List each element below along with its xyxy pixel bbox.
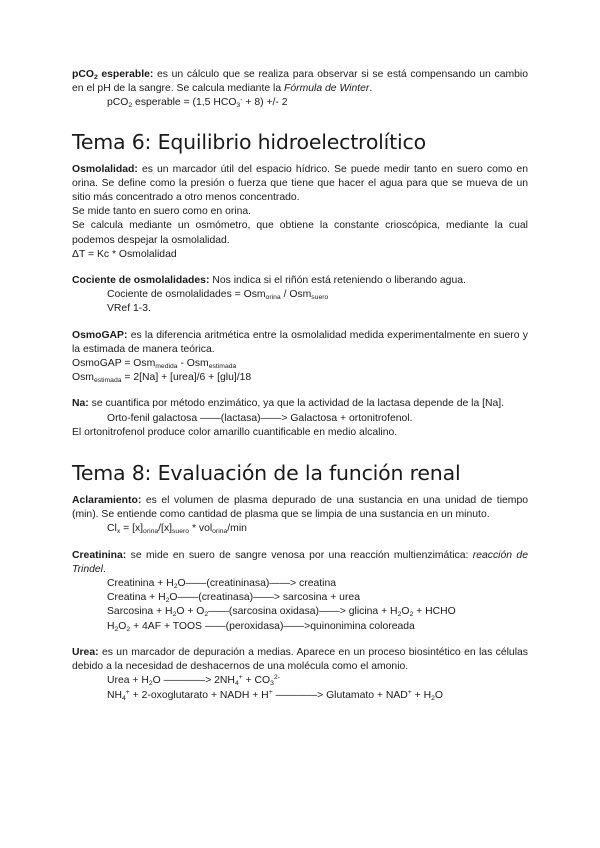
- urea-reaction-1: Urea + $H_2O$ ————> $2NH_4^+ + CO_3^{2-}$: [107, 674, 280, 688]
- urea-paragraph: Urea: es un marcador de depuración a medias. Aparece en un proceso biosintético en las células debido a la necesidad de deshacernos de una molécula como el amonio.: [72, 646, 528, 673]
- document-page: [72, 68, 528, 703]
- cociente-formula: Cociente de osmolalidades = Osm$_{orina}$ / Osm$_{suero}$: [107, 289, 329, 302]
- osmogap-paragraph: OsmoGAP: es la diferencia aritmética entre la osmolalidad medida experimentalmente en suero y la estimada de manera teórica.: [72, 329, 528, 355]
- osmolalidad-paragraph: Osmolalidad: es un marcador útil del espacio hídrico. Se puede medir tanto en suero como en orina. Se define como la presión o fuerza que tiene que hacer el agua para que se mueva de un sitio más concentrado a otro menos concentrado.: [72, 163, 528, 204]
- osmolalidad-line3: Se calcula mediante un osmómetro, que obtiene la constante crioscópica, mediante la cual podemos despejar la osmolalidad.: [72, 220, 528, 246]
- osmolalidad-line2: Se mide tanto en suero como en orina.: [72, 206, 252, 218]
- pco2-text: es un cálculo que se realiza para observar si se está compensando un cambio en el pH de la sangre. Se calcula mediante la: [72, 69, 528, 95]
- tema6-title: Tema 6: Equilibrio hidroelectrolítico: [72, 129, 426, 154]
- creatinina-reaction-2: Creatina + $H_2O——(creatinasa)——>$ sarcosina + urea: [107, 592, 360, 605]
- na-paragraph: Na: se cuantifica por método enzimático, ya que la actividad de la lactasa depende de la [Na].: [72, 398, 505, 410]
- creatinina-reaction-4: $H_2O_2 + 4AF$ + TOOS ——(peroxidasa)——>quinonimina coloreada: [107, 620, 415, 633]
- pco2-term: pCO$_2$ esperable:: [72, 69, 154, 81]
- aclaramiento-paragraph: Aclaramiento: es el volumen de plasma depurado de una sustancia en una unidad de tiempo (min). Se entiende como cantidad de plasma que se limpia de una sustancia en un minuto.: [72, 495, 528, 521]
- urea-reaction-2: $NH_4^+$ + 2-oxoglutarato + NADH + H+ ————> Glutamato + $NAD^+ + H_2O$: [107, 688, 444, 702]
- na-note: El ortonitrofenol produce color amarillo cuantificable en medio alcalino.: [72, 426, 398, 438]
- creatinina-paragraph: Creatinina: se mide en suero de sangre venosa por una reacción multienzimática: reacción de Trindel.: [72, 549, 528, 575]
- creatinina-reaction-3: Sarcosina + $H_2O$ + $O_2——(sarcosina$ oxidasa)——> glicina + $H_2O_2$ + HCHO: [107, 606, 456, 619]
- cociente-vref: VRef 1-3.: [107, 303, 151, 315]
- osm-estimada-formula: Osm$_{estimada}$ = 2[Na] + [urea]/6 + [glu]/18: [72, 372, 252, 385]
- pco2-paragraph: pCO$_2$ esperable: es un cálculo que se realiza para observar si se está compensando un cambio en el pH de la sangre. Se calcula mediante la Fórmula de Winter.: [72, 69, 528, 95]
- winter-formula-name: Fórmula de Winter: [284, 83, 370, 95]
- osmogap-formula: OsmoGAP = Osm$_{medida}$ - Osm$_{estimada}$: [72, 358, 237, 371]
- trindel-reaction-name: reacción de Trindel: [72, 549, 528, 575]
- aclaramiento-formula: $Cl_x = [x]_{orina}/[x]_{suero} * vol_{orina}/\min$: [107, 523, 247, 536]
- na-reaction: Orto-fenil galactosa ——(lactasa)——> Galactosa + ortonitrofenol.: [107, 412, 413, 424]
- osmolalidad-formula: ΔT = Kc * Osmolalidad: [72, 248, 177, 260]
- cociente-paragraph: Cociente de osmolalidades: Nos indica si el riñón está reteniendo o liberando agua.: [72, 275, 466, 287]
- creatinina-reaction-1: Creatinina + $H_2O——(creatininasa)——>$ creatina: [107, 578, 337, 591]
- tema8-title: Tema 8: Evaluación de la función renal: [72, 461, 461, 486]
- winter-formula: pCO$_2$ esperable = (1,5 $HCO_3^- + 8$) +/- 2: [107, 96, 288, 110]
